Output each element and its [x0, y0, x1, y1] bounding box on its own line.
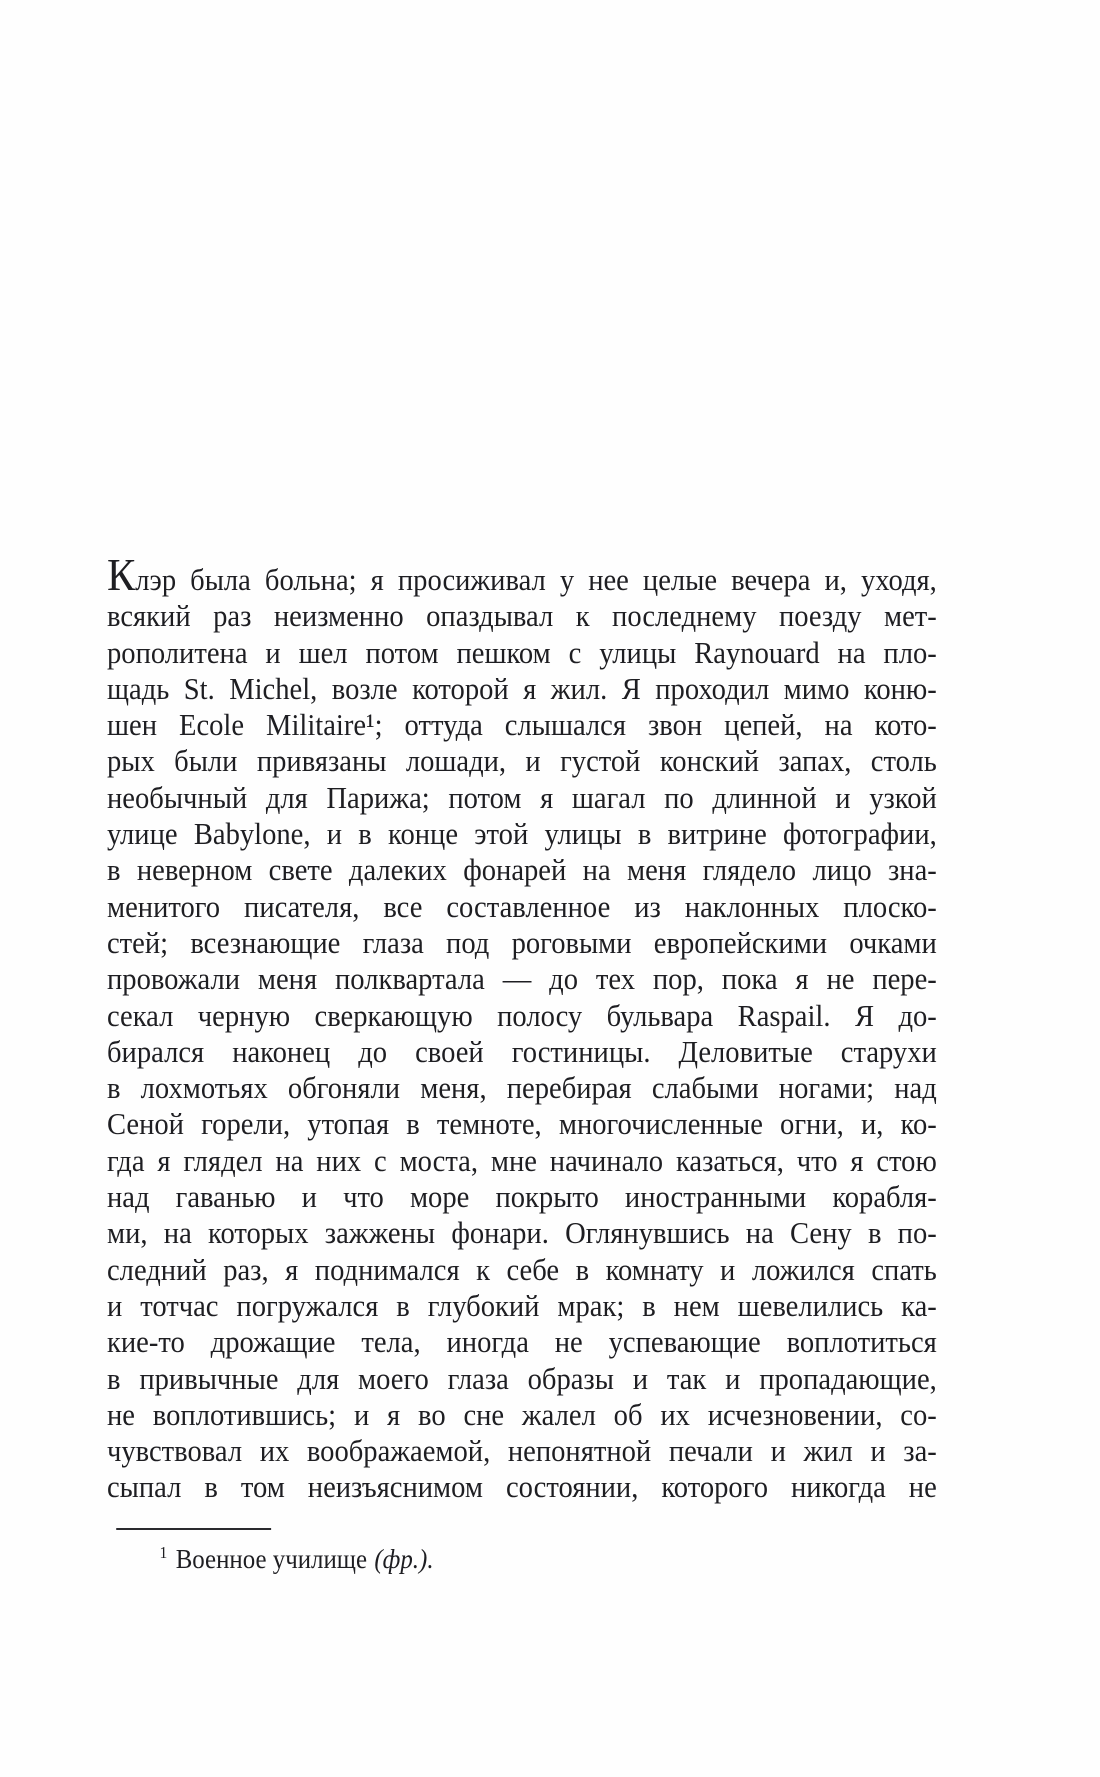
- body-line: провожали меня полквартала — до тех пор, пока я не пере-: [107, 961, 937, 997]
- body-line: чувствовал их воображаемой, непонятной печали и жил и за-: [107, 1433, 937, 1469]
- footnote: [107, 1537, 937, 1575]
- body-line: шен Ecole Militaire¹; оттуда слышался звон цепей, на кото-: [107, 707, 937, 743]
- footnote-separator: [116, 1528, 271, 1530]
- body-first-line: [107, 549, 937, 600]
- body-line: не воплотившись; и я во сне жалел об их исчезновении, со-: [107, 1396, 937, 1432]
- body-line: в привычные для моего глаза образы и так и пропадающие,: [107, 1360, 937, 1396]
- body-line: секал черную сверкающую полосу бульвара Raspail. Я до-: [107, 997, 937, 1033]
- body-line: гда я глядел на них с моста, мне начинало казаться, что я стою: [107, 1142, 937, 1178]
- body-line: в лохмотьях обгоняли меня, перебирая слабыми ногами; над: [107, 1070, 937, 1106]
- body-line: щадь St. Michel, возле которой я жил. Я проходил мимо коню-: [107, 670, 937, 706]
- body-line: ми, на которых зажжены фонари. Оглянувшись на Сену в по-: [107, 1215, 937, 1251]
- body-line: и тотчас погружался в глубокий мрак; в нем шевелились ка-: [107, 1287, 937, 1323]
- initial-capital: К: [107, 549, 136, 600]
- body-line: всякий раз неизменно опаздывал к последнему поезду мет-: [107, 598, 937, 634]
- footnote-marker: 1: [159, 1542, 168, 1562]
- footnote-text: Военное училище: [175, 1543, 368, 1574]
- body-lines: [107, 598, 937, 1505]
- body-line: стей; всезнающие глаза под роговыми европейскими очками: [107, 924, 937, 960]
- footnote-language-note: (фр.).: [374, 1543, 434, 1574]
- body-line: менитого писателя, все составленное из наклонных плоско-: [107, 888, 937, 924]
- body-line: улице Babylone, и в конце этой улицы в витрине фотографии,: [107, 816, 937, 852]
- body-line: необычный для Парижа; потом я шагал по длинной и узкой: [107, 779, 937, 815]
- body-line: рых были привязаны лошади, и густой конский запах, столь: [107, 743, 937, 779]
- body-line: следний раз, я поднимался к себе в комнату и ложился спать: [107, 1251, 937, 1287]
- body-line: в неверном свете далеких фонарей на меня глядело лицо зна-: [107, 852, 937, 888]
- body-line: Сеной горели, утопая в темноте, многочисленные огни, и, ко-: [107, 1106, 937, 1142]
- body-line: рополитена и шел потом пешком с улицы Raynouard на пло-: [107, 634, 937, 670]
- text-block: [107, 549, 937, 1575]
- body-line: бирался наконец до своей гостиницы. Деловитые старухи: [107, 1033, 937, 1069]
- body-line: сыпал в том неизъяснимом состоянии, которого никогда не: [107, 1469, 937, 1505]
- first-line-text: лэр была больна; я просиживал у нее целые вечера и, уходя,: [135, 562, 937, 597]
- body-line: над гаванью и что море покрыто иностранными корабля-: [107, 1179, 937, 1215]
- body-line: кие-то дрожащие тела, иногда не успевающие воплотиться: [107, 1324, 937, 1360]
